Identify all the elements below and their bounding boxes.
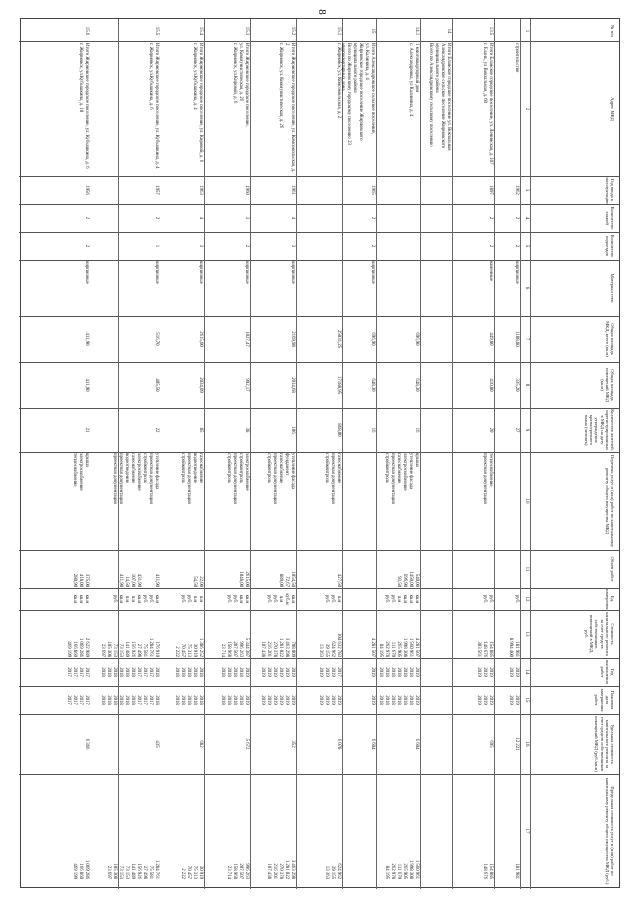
row-plan-date: 2019 2019 2019 2019 2019 2019 — [260, 695, 295, 705]
row-specific-cost: 352 — [290, 740, 295, 748]
col-title-13: Стоимость капитального ремонта за счет средств собственников помещений в МКД, руб. — [583, 612, 615, 656]
row-work-year: 2019 2019 2019 2019 2019 2019 — [260, 667, 295, 677]
row-address: Итого Еланское городское поселение ул. Вокзальная Александровское сельское поселение Жирновского муниципального района Всего по Александровскому сельскому поселению — [428, 43, 451, 151]
page-number: 8 — [316, 9, 328, 15]
row-plan-date: 2018 2017 2017 2017 2018 2018 2018 2018 2018 2018 — [100, 695, 159, 705]
row-work-year: 2019 2019 2019 — [476, 667, 493, 677]
row-residents: 16 — [414, 427, 419, 433]
row-works: газоснабжение водоотведение проектная документация стройконтроль — [180, 453, 203, 504]
row-unit: кв.м куб.м п.м руб. руб. — [266, 593, 295, 605]
row-max-cost: 1 284 761 75 581 27 498 156 926 141 489 73 153 73 153 105 308 23 697 — [106, 859, 159, 879]
col-num-7: 7 — [524, 337, 529, 341]
row-year: 1956 — [84, 185, 89, 195]
col-title-10: Перечень услуг и (или) работ по капитальному ремонту общего имущества МКД — [604, 454, 615, 548]
row-address: Итого Жирновское городское поселение, ул. Кубышкина, д. 6 г. Жирновск, ул.Кубышкина, д. 10 — [78, 43, 89, 169]
row-plan-date: 2019 2019 — [508, 695, 519, 705]
row-address: Итого Жирновское городское поселение, ул. Кировой, д. 6 г. Жирновск, ул.Кубышкина, д. 4 — [192, 43, 203, 163]
row-floors: 2 — [154, 216, 159, 220]
row-entrances: 2 — [84, 244, 89, 248]
row-unit: руб. руб. — [482, 594, 493, 604]
row-entrances: 2 — [488, 244, 493, 248]
col-title-9: Количество жителей, зарегистрированных в МКД на дату утверждения краткосрочного плана (человек) — [583, 409, 615, 451]
col-title-8: Общая площадь помещений МКД (кв.м) — [599, 368, 615, 402]
row-address: 1 многоквартирный дом с. Александровка, ул Калинина, д. 4 — [408, 43, 419, 117]
row-entrances: 2 — [370, 244, 375, 248]
row-unit: кв.м кв.м руб. руб. — [226, 594, 249, 604]
col-num-6: 6 — [524, 286, 529, 290]
row-area: 2169,98 — [290, 331, 295, 347]
row-year: 1961 — [290, 185, 295, 195]
row-specific-cost: 5 672 — [244, 738, 249, 750]
row-work-year: 2019 2018 2018 2018 2018 — [220, 667, 249, 677]
col-title-2: Адрес МКД — [610, 97, 615, 121]
row-entrances: 2 — [514, 244, 519, 248]
row-plan-date: 2018 2018 2018 2018 2018 — [174, 695, 203, 705]
row-number: 15 — [370, 28, 375, 34]
row-year: 1897 — [488, 185, 493, 195]
row-number: 14 — [446, 28, 451, 34]
row-address: Итого Еланское городское поселение, ул. Ленинская, д. 107 г. Еланъ, ул Вокзальная, д. 60 — [482, 43, 493, 165]
row-entrances: 2 — [244, 244, 249, 248]
row-address: Итого Жирновское городское поселение, ул. Кубышкина, д. 4 г. Жирновск, ул.Кубышкина, д. 6 — [148, 43, 159, 169]
col-num-1: 1 — [524, 29, 529, 33]
row-specific-cost: 6 078 — [336, 738, 341, 750]
col-title-4: Количество этажей — [604, 206, 615, 230]
row-living-area: 992,17 — [244, 378, 249, 392]
col-num-8: 8 — [524, 383, 529, 387]
row-max-cost: 996 263 207 507 158 968 23 714 — [226, 863, 249, 879]
row-cost: 181 981 8 994 400 — [508, 637, 519, 657]
row-residents: 868,00 — [336, 423, 341, 437]
row-living-area: 410,80 — [488, 378, 493, 392]
row-unit: п.м руб. руб. — [324, 594, 341, 604]
row-specific-cost: 6 604 — [414, 738, 419, 750]
row-volume: 540,00 1450,00 696,90 93,50 — [396, 571, 419, 587]
row-residents: 85 — [198, 427, 203, 433]
row-area: 2615,00 — [198, 331, 203, 347]
row-number: 15.5 — [154, 26, 159, 36]
row-works: электроснабжение стройконтроль проектная документация стройконтроль — [226, 453, 249, 504]
row-specific-cost: 6 366 — [84, 738, 89, 750]
row-year: 1960 — [244, 185, 249, 195]
row-living-area: 17188,95 — [336, 376, 341, 394]
row-floors: 2 — [514, 216, 519, 220]
row-address: Итого Жирновское городское поселение, ул. Комсомольская, д. 2 г. Жирновск, ул. Коммунистическая, д. 2б — [278, 43, 295, 173]
col-num-17: 17 — [524, 828, 529, 834]
col-num-11: 11 — [524, 566, 529, 572]
row-cost: 104 632 783 624 962 39 155 13 363 — [318, 633, 341, 657]
row-material: кирпичные — [84, 261, 89, 284]
row-year: 1965 — [370, 185, 375, 195]
col-num-16: 16 — [524, 741, 529, 747]
repair-plan-table — [20, 18, 620, 888]
row-address: Итого Александровское сельское поселение, ул. Калинина, д. 4 Жирновское городское поселение Жирновского муниципального района Всего по Жирновскому городскому поселению 23 многоквартирных дома — [340, 43, 375, 145]
row-material: кирпичные — [290, 261, 295, 284]
row-cost: 2 622 989 1 069 286 166 860 469 199 — [66, 637, 89, 657]
col-title-11: Объем работ — [610, 556, 615, 582]
row-area: 696,90 — [414, 332, 419, 346]
row-works: крыша утепление фасада электроснабжение газоснабжение проектная документация стройконтроль — [384, 453, 419, 504]
row-cost: 154 885 148 676 303 561 — [476, 641, 493, 657]
row-max-cost: 30 919 75 313 70 457 2 222 — [180, 865, 203, 879]
row-living-area: 405,50 — [154, 378, 159, 392]
row-floors: 2 — [370, 216, 375, 220]
row-max-cost: 1 560 961 1 998 308 265 905 111 670 262 978 84 195 — [384, 859, 419, 879]
col-title-12: Ед. измерения — [604, 589, 615, 610]
row-number: 13.5 — [488, 26, 493, 36]
row-plan-date: 2019 — [370, 695, 375, 705]
row-living-area: 411,90 — [84, 378, 89, 392]
row-cost: 4 281 507 1 560 961 1 998 308 265 905 111 670 262 978 84 195 — [378, 637, 419, 657]
row-unit: кв.м руб. руб. кв.м п.м п.м кв.м руб. — [112, 594, 159, 604]
row-floors: 3 — [244, 216, 249, 220]
row-cost: 176 910 1 284 761 75 581 27 498 156 926 141 489 73 153 73 153 105 308 23 697 — [100, 637, 159, 657]
col-num-13: 13 — [524, 631, 529, 637]
col-title-5: Количество подъездов — [604, 234, 615, 258]
row-volume: 1054,50 72,67 889,00 — [278, 571, 295, 587]
col-title-17: Предельная стоимость услуг и (или) работ по капитальному ремонту общего имущества МКД (руб.) — [604, 777, 615, 885]
row-max-cost: 3 463 298 1 281 022 270 378 216 201 107 438 — [266, 859, 295, 879]
row-unit: кв.м кв.м кв.м — [72, 594, 89, 604]
row-plan-date: 2019 2019 2019 — [476, 695, 493, 705]
col-num-14: 14 — [524, 669, 529, 675]
col-title-6: Материал стен — [610, 273, 615, 303]
col-title-14: Год выполнения работ — [599, 660, 615, 684]
row-cost: 708 009 3 463 298 1 281 022 270 378 216 201 107 438 — [260, 637, 295, 657]
row-year: 1963 — [198, 185, 203, 195]
row-volume: 22,00 54,50 — [192, 576, 203, 587]
row-specific-cost: 12 221 — [514, 737, 519, 751]
col-title-1: № п/п — [610, 25, 615, 37]
col-num-9: 9 — [524, 428, 529, 432]
row-plan-date: 2019 2018 2018 2018 2018 2018 2018 — [378, 695, 419, 705]
row-number: 14.1 — [414, 26, 419, 36]
row-area: 1027,47 — [244, 331, 249, 347]
col-title-15: Плановая дата завершения работ — [594, 688, 615, 712]
row-cost: 5 344 387 996 263 207 507 158 968 23 714 — [220, 637, 249, 657]
row-number: 15.1 — [336, 26, 341, 36]
row-area: 449,80 — [488, 332, 493, 346]
col-num-12: 12 — [524, 596, 529, 602]
row-area: 25031,25 — [336, 330, 341, 348]
row-year: 1957 — [154, 185, 159, 195]
row-living-area: 2014,68 — [290, 377, 295, 393]
col-num-15: 15 — [524, 697, 529, 703]
row-work-year: 2018 2017 2017 2017 2018 2018 2018 2018 2018 2018 — [100, 667, 159, 677]
row-unit: кв.м кв.м кв.м п.м руб. руб. — [384, 594, 419, 604]
row-work-year: 2019 2019 — [508, 667, 519, 677]
row-living-area: 648,30 — [370, 378, 375, 392]
row-work-year: 2018 2018 2018 2018 2018 — [174, 667, 203, 677]
row-address: строительство — [514, 43, 519, 73]
row-work-year: 2017 2019 2019 2019 — [318, 667, 341, 677]
row-residents: 106 — [290, 426, 295, 434]
row-works: утепление фасада проектная документация стройконтроль электроснабжение газоснабжение водоотведение проектная документация проектная документация — [112, 453, 159, 504]
row-material: кирпичные — [198, 261, 203, 284]
row-cost: 4 281 507 — [370, 637, 375, 657]
row-entrances: 3 — [198, 244, 203, 248]
row-works: газоснабжение проектная документация стройконтроль — [324, 453, 341, 504]
row-max-cost: 154 885 148 676 — [482, 863, 493, 879]
row-max-cost: 181 981 — [514, 863, 519, 879]
row-unit: п.м п.м руб. руб. — [180, 594, 203, 604]
row-cost: 1 386 252 30 919 75 313 70 457 2 222 — [174, 637, 203, 657]
col-num-2: 2 — [524, 107, 529, 111]
row-volume: 2615,00 1048,00 — [238, 571, 249, 587]
row-specific-cost: 6 604 — [370, 738, 375, 750]
col-title-3: Год ввода в эксплуатацию — [604, 177, 615, 205]
row-work-year: 2019 — [370, 667, 375, 677]
row-material: кирпичные — [514, 261, 519, 284]
row-max-cost: 624 962 39 155 13 363 — [324, 863, 341, 879]
col-title-7: Общая площадь МКД, всего (кв.м) — [604, 321, 615, 357]
row-floors: 4 — [198, 216, 203, 220]
row-residents: 21 — [84, 427, 89, 433]
row-residents: 22 — [154, 427, 159, 433]
row-specific-cost: 435 — [154, 740, 159, 748]
row-material: кирпичные — [154, 261, 159, 284]
col-num-5: 5 — [524, 244, 529, 248]
row-volume: 427,50 — [336, 573, 341, 587]
row-number: 15.2 — [290, 26, 295, 36]
row-area: 1108,80 — [514, 331, 519, 347]
col-num-3: 3 — [524, 188, 529, 192]
landscape-table-sheet — [20, 18, 620, 888]
row-year: 1962 — [514, 185, 519, 195]
row-area: 696,90 — [370, 332, 375, 346]
col-num-10: 10 — [524, 498, 529, 504]
row-work-year: 2017 2017 2017 2017 — [66, 667, 89, 677]
row-address: г. Жирновск, ул. Комсомольская, д. 2 — [336, 43, 341, 119]
row-works: теплоснабжение проектная документация — [482, 453, 493, 504]
row-entrances: 1 — [154, 244, 159, 248]
row-works: крыша электроснабжение теплоснабжение — [72, 453, 89, 491]
col-title-16: Удельная стоимость капитального ремонта за счет средств собственников помещений МКД (руб./кв.м) — [594, 716, 615, 772]
row-number: 15.6 — [84, 26, 89, 36]
row-residents: 27 — [514, 427, 519, 433]
row-residents: 20 — [488, 427, 493, 433]
row-floors: 4 — [290, 216, 295, 220]
row-number: 15.4 — [198, 26, 203, 36]
row-specific-cost: 695 — [488, 740, 493, 748]
row-floors: 2 — [84, 216, 89, 220]
row-residents: 38 — [244, 427, 249, 433]
row-living-area: 648,30 — [414, 378, 419, 392]
col-num-4: 4 — [524, 216, 529, 220]
row-plan-date: 2019 2018 2018 2018 2018 — [220, 695, 249, 705]
row-living-area: 2034,09 — [198, 377, 203, 393]
row-material: каменные — [488, 261, 493, 282]
row-works: утепление фасада фундамент газоснабжение проектная документация стройконтроль — [266, 453, 295, 504]
row-living-area: 335,20 — [514, 378, 519, 392]
row-work-year: 2019 2018 2018 2018 2018 2018 2018 — [378, 667, 419, 677]
row-entrances: 3 — [290, 244, 295, 248]
row-residents: 16 — [370, 427, 375, 433]
row-plan-date: 2019 2019 2019 2019 — [318, 695, 341, 705]
row-plan-date: 2017 2017 2017 2017 — [66, 695, 89, 705]
row-area: 516,70 — [154, 332, 159, 346]
row-volume: 375,00 418,00 280,90 — [72, 573, 89, 587]
row-volume: 411,90 431,90 107,00 14,50 411,90 — [118, 573, 159, 587]
row-number: 15.3 — [244, 26, 249, 36]
row-max-cost: 1 069 286 166 860 469 199 — [72, 859, 89, 879]
row-address: Итого Жирновское городское поселение, ул. Коммунистическая, д. 2б г. Жирновск, ул.Кировой, д. 6 — [232, 43, 249, 127]
row-unit: руб. — [514, 594, 519, 604]
row-material: кирпичные — [244, 261, 249, 284]
row-area: 411,90 — [84, 332, 89, 346]
row-specific-cost: 682 — [198, 740, 203, 748]
row-material: кирпичные — [370, 261, 375, 284]
row-floors: 2 — [488, 216, 493, 220]
